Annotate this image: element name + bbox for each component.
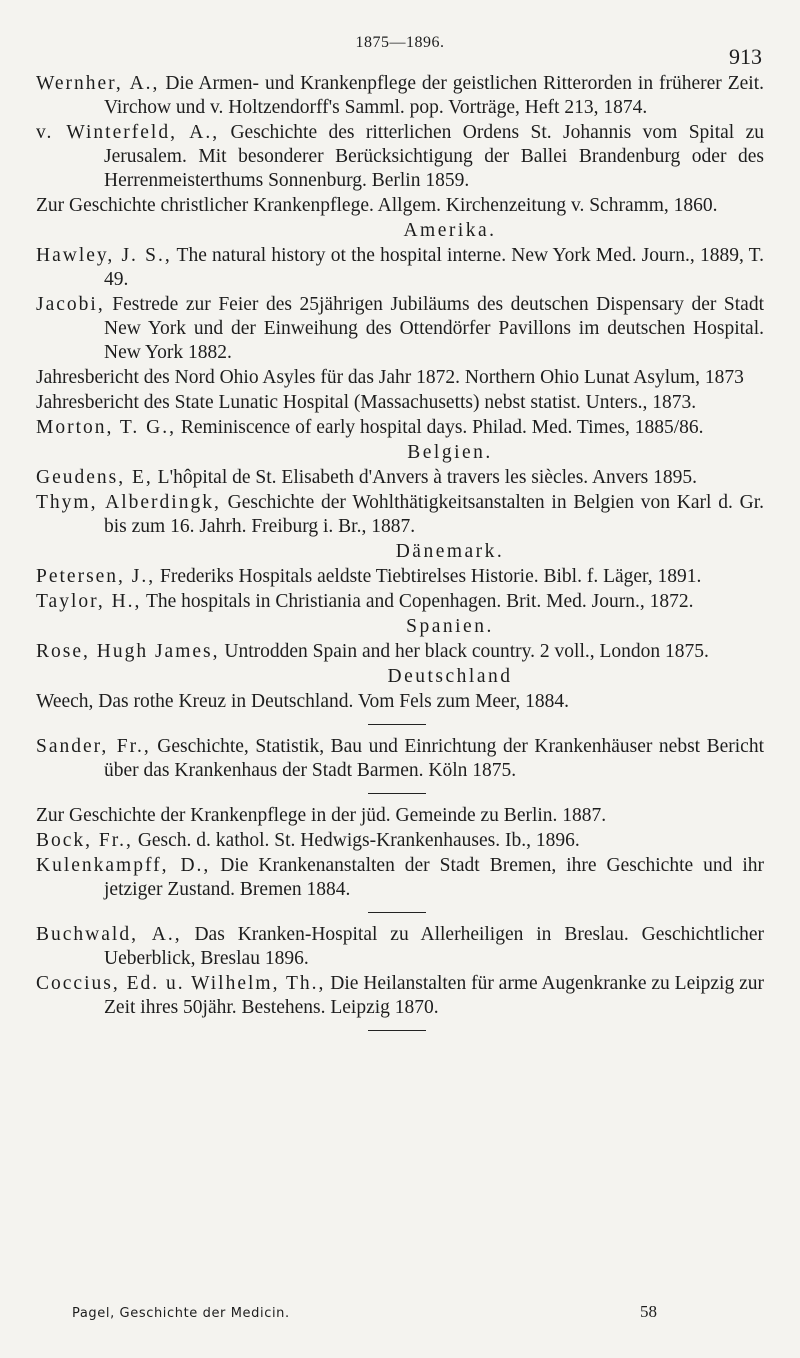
entry-author: Thym, Alberdingk,	[36, 492, 221, 513]
bibliography-entry	[36, 972, 764, 1020]
section-heading: Belgien.	[407, 442, 493, 463]
entry-text: Jahresbericht des State Lunatic Hospital (Massachusetts) nebst statist. Unters., 1873.	[36, 392, 697, 413]
entry-text: Weech, Das rothe Kreuz in Deutschland. Vom Fels zum Meer, 1884.	[36, 691, 570, 712]
bibliography-list	[36, 72, 764, 1041]
entry-author: Morton, T. G.,	[36, 417, 176, 438]
entry-author: Sander, Fr.,	[36, 736, 151, 757]
entry-text: Geschichte, Statistik, Bau und Einrichtung der Krankenhäuser nebst Bericht über das Krankenhaus der Stadt Barmen. Köln 1875.	[104, 736, 764, 781]
bibliography-entry	[36, 735, 764, 783]
bibliography-entry	[36, 854, 764, 902]
entry-author: Hawley, J. S.,	[36, 245, 172, 266]
section-heading: Dänemark.	[395, 541, 505, 562]
bibliography-entry	[36, 293, 764, 365]
entry-text: Geschichte der Wohlthätigkeitsanstalten in Belgien von Karl d. Gr. bis zum 16. Jahrh. Freiburg i. Br., 1887.	[104, 492, 764, 537]
entry-author: Buchwald, A.,	[36, 924, 182, 945]
bibliography-entry	[36, 565, 764, 589]
bibliography-entry	[36, 690, 764, 714]
entry-text: The natural history ot the hospital interne. New York Med. Journ., 1889, T. 49.	[104, 245, 764, 290]
section-heading: Spanien.	[406, 616, 494, 637]
bibliography-entry	[36, 923, 764, 971]
entry-text: Die Armen- und Krankenpflege der geistlichen Ritterorden in früherer Zeit. Virchow und v. Holtzendorff's Samml. pop. Vorträge, Heft 213, 1874.	[104, 73, 764, 118]
page-number: 913	[729, 44, 762, 69]
section-heading: Deutschland	[387, 666, 513, 687]
entry-author: v. Winterfeld, A.,	[36, 122, 220, 143]
entry-author: Wernher, A.,	[36, 73, 160, 94]
bibliography-entry	[36, 366, 764, 390]
entry-author: Kulenkampff, D.,	[36, 855, 211, 876]
entry-author: Bock, Fr.,	[36, 830, 133, 851]
bibliography-entry	[36, 244, 764, 292]
footer-signature-number: 58	[640, 1302, 657, 1321]
entry-text: Jahresbericht des Nord Ohio Asyles für das Jahr 1872. Northern Ohio Lunat Asylum, 1873	[36, 367, 744, 388]
entry-text: Die Heilanstalten für arme Augenkranke zu Leipzig zur Zeit ihres 50jähr. Bestehens. Leipzig 1870.	[104, 973, 764, 1018]
bibliography-entry	[36, 640, 764, 664]
separator-rule	[368, 1030, 426, 1031]
bibliography-entry	[36, 590, 764, 614]
bibliography-entry	[36, 391, 764, 415]
separator-rule	[368, 793, 426, 794]
entry-author: Coccius, Ed. u. Wilhelm, Th.,	[36, 973, 326, 994]
entry-text: Zur Geschichte der Krankenpflege in der jüd. Gemeinde zu Berlin. 1887.	[36, 805, 607, 826]
bibliography-entry	[36, 491, 764, 539]
bibliography-entry	[36, 121, 764, 193]
bibliography-entry	[36, 466, 764, 490]
entry-text: Die Krankenanstalten der Stadt Bremen, ihre Geschichte und ihr jetziger Zustand. Bremen 1884.	[104, 855, 764, 900]
bibliography-entry	[36, 194, 764, 218]
separator-rule	[368, 724, 426, 725]
entry-author: Petersen, J.,	[36, 566, 156, 587]
entry-text: Frederiks Hospitals aeldste Tiebtirelses Historie. Bibl. f. Läger, 1891.	[155, 566, 702, 587]
entry-text: Gesch. d. kathol. St. Hedwigs-Krankenhauses. Ib., 1896.	[132, 830, 580, 851]
entry-text: L'hôpital de St. Elisabeth d'Anvers à travers les siècles. Anvers 1895.	[152, 467, 698, 488]
entry-text: Zur Geschichte christlicher Krankenpflege. Allgem. Kirchenzeitung v. Schramm, 1860.	[36, 195, 718, 216]
bibliography-entry	[36, 416, 764, 440]
entry-text: Geschichte des ritterlichen Ordens St. Johannis vom Spital zu Jerusalem. Mit besonderer Berücksichtigung der Ballei Brandenburg oder des Herrenmeisterthums Sonnenburg. Berlin 1859.	[104, 122, 765, 191]
entry-text: Untrodden Spain and her black country. 2 voll., London 1875.	[219, 641, 709, 662]
entry-author: Taylor, H.,	[36, 591, 142, 612]
bibliography-entry	[36, 829, 764, 853]
running-header-years: 1875—1896.	[355, 34, 445, 51]
separator-rule	[368, 912, 426, 913]
entry-text: Das Kranken-Hospital zu Allerheiligen in Breslau. Geschichtlicher Ueberblick, Breslau 1896.	[104, 924, 765, 969]
footer-signature-title: Pagel, Geschichte der Medicin.	[72, 1306, 290, 1321]
entry-text: Festrede zur Feier des 25jährigen Jubiläums des deutschen Dispensary der Stadt New York und der Einweihung des Ottendörfer Pavillons im deutschen Hospital. New York 1882.	[104, 294, 764, 363]
entry-author: Jacobi,	[36, 294, 105, 315]
entry-author: Geudens, E,	[36, 467, 153, 488]
entry-text: The hospitals in Christiania and Copenhagen. Brit. Med. Journ., 1872.	[141, 591, 694, 612]
bibliography-entry	[36, 72, 764, 120]
section-heading: Amerika.	[403, 220, 497, 241]
entry-author: Rose, Hugh James,	[36, 641, 220, 662]
bibliography-entry	[36, 804, 764, 828]
entry-text: Reminiscence of early hospital days. Philad. Med. Times, 1885/86.	[175, 417, 704, 438]
